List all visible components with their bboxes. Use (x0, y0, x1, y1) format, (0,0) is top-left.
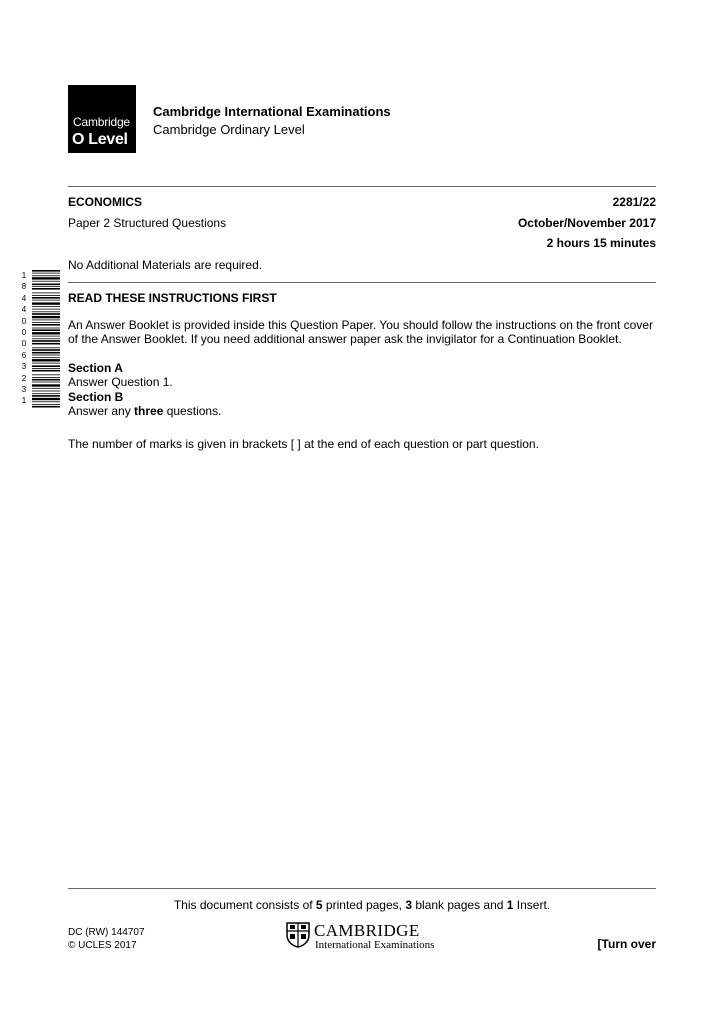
materials-note: No Additional Materials are required. (68, 258, 263, 272)
page-count-note (68, 898, 656, 912)
exam-session: October/November 2017 (517, 216, 656, 230)
cambridge-olevel-logo (68, 85, 136, 153)
pages-post: Insert. (513, 898, 551, 912)
barcode-digit-text: 1 8 4 4 0 0 0 6 3 2 3 1 (21, 271, 27, 406)
exam-level: Cambridge Ordinary Level (153, 122, 305, 137)
instructions-heading: READ THESE INSTRUCTIONS FIRST (68, 291, 277, 305)
instructions-line2: of the Answer Booklet. If you need additional answer paper ask the invigilator for a Continuation Booklet. (68, 332, 622, 346)
pages-mid1: printed pages, (322, 898, 406, 912)
barcode-digits (20, 270, 30, 407)
logo-line1: Cambridge (73, 115, 130, 129)
document-ref: DC (RW) 144707 (68, 927, 145, 938)
divider-top (68, 186, 656, 187)
cambridge-brand-sub: International Examinations (315, 939, 435, 951)
turn-over: [Turn over (597, 937, 656, 951)
cambridge-brand-name: CAMBRIDGE (314, 921, 420, 940)
section-a-label: Section A (68, 361, 123, 375)
cambridge-shield-icon (286, 922, 310, 948)
exam-duration: 2 hours 15 minutes (546, 236, 656, 250)
pages-insert: 1 (506, 898, 514, 912)
section-b-bold: three (134, 404, 164, 418)
copyright: © UCLES 2017 (68, 940, 137, 951)
section-b-pre: Answer any (68, 404, 135, 418)
paper-title: Paper 2 Structured Questions (68, 216, 227, 230)
divider-bottom (68, 888, 656, 889)
pages-blank: 3 (405, 898, 413, 912)
exam-board: Cambridge International Examinations (153, 104, 391, 119)
pages-printed: 5 (315, 898, 323, 912)
section-b-label: Section B (68, 390, 124, 404)
logo-line2: O Level (72, 131, 128, 148)
pages-pre: This document consists of (173, 898, 316, 912)
section-a-text: Answer Question 1. (68, 375, 173, 389)
instructions-line1: An Answer Booklet is provided inside this Question Paper. You should follow the instructions on the front cover (68, 318, 654, 332)
section-b-text (68, 404, 221, 418)
divider-mid (68, 282, 656, 283)
section-b-post: questions. (163, 404, 222, 418)
paper-code: 2281/22 (612, 195, 656, 209)
subject: ECONOMICS (68, 195, 143, 209)
marks-note: The number of marks is given in brackets [ ] at the end of each question or part question. (68, 437, 539, 451)
pages-mid2: blank pages and (412, 898, 507, 912)
